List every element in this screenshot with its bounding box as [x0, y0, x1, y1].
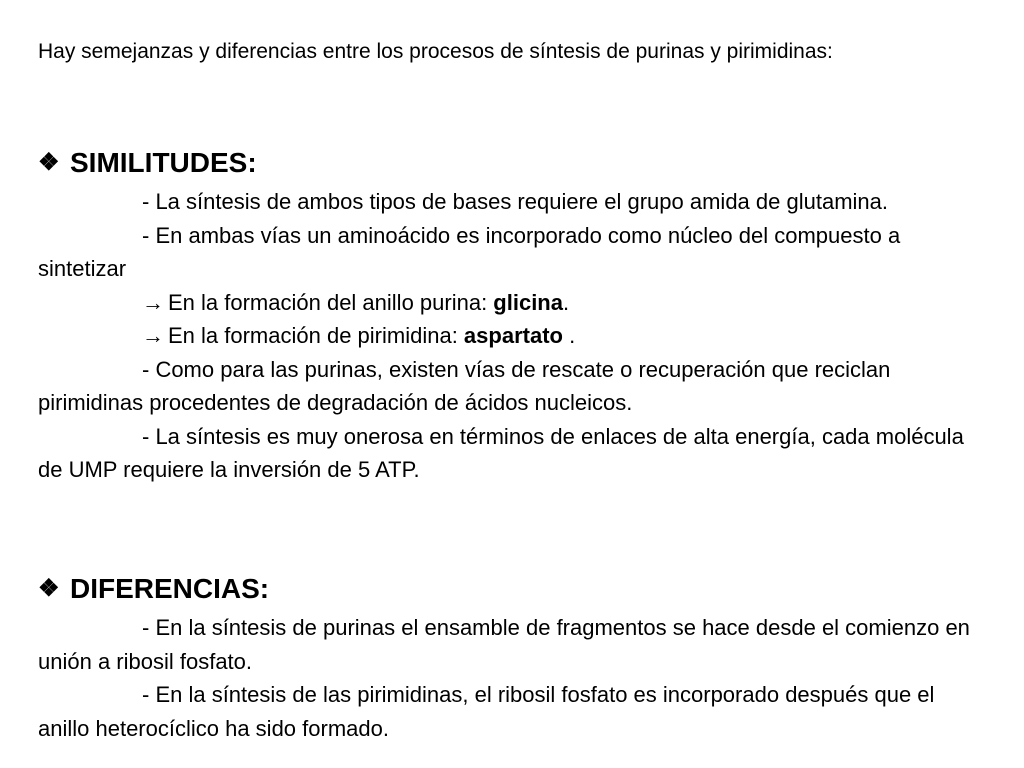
similitudes-heading: [38, 146, 257, 180]
similitudes-item-3: - Como para las purinas, existen vías de rescate o recuperación que reciclan pirimidinas procedentes de degradación de ácidos nucleicos.: [38, 356, 891, 415]
diamond-bullet-icon: ❖: [38, 575, 60, 602]
diferencias-item-2: - En la síntesis de las pirimidinas, el ribosil fosfato es incorporado después que el anillo heterocíclico ha sido formado.: [38, 682, 935, 741]
diamond-bullet-icon: ❖: [38, 149, 60, 176]
similitudes-item-1: - La síntesis de ambos tipos de bases requiere el grupo amida de glutamina.: [142, 189, 888, 214]
similitudes-sub-item-2: → En la formación de pirimidina: aspartato .: [38, 319, 988, 353]
diferencias-item-1: - En la síntesis de purinas el ensamble de fragmentos se hace desde el comienzo en unión a ribosil fosfato.: [38, 615, 970, 674]
diferencias-heading: [38, 572, 269, 606]
intro-text: Hay semejanzas y diferencias entre los procesos de síntesis de purinas y pirimidinas:: [38, 40, 833, 63]
similitudes-list: [38, 185, 988, 487]
arrow-right-icon: →: [142, 289, 164, 315]
similitudes-item-4: - La síntesis es muy onerosa en términos de enlaces de alta energía, cada molécula de UMP requiere la inversión de 5 ATP.: [38, 423, 964, 482]
diferencias-heading-label: DIFERENCIAS:: [70, 573, 270, 604]
similitudes-heading-label: SIMILITUDES:: [70, 147, 257, 178]
diferencias-list: [38, 611, 988, 745]
similitudes-sub-item-1: → En la formación del anillo purina: glicina.: [38, 286, 988, 320]
arrow-right-icon: →: [142, 323, 164, 348]
similitudes-item-2: - En ambas vías un aminoácido es incorporado como núcleo del compuesto a sintetizar: [38, 222, 901, 281]
